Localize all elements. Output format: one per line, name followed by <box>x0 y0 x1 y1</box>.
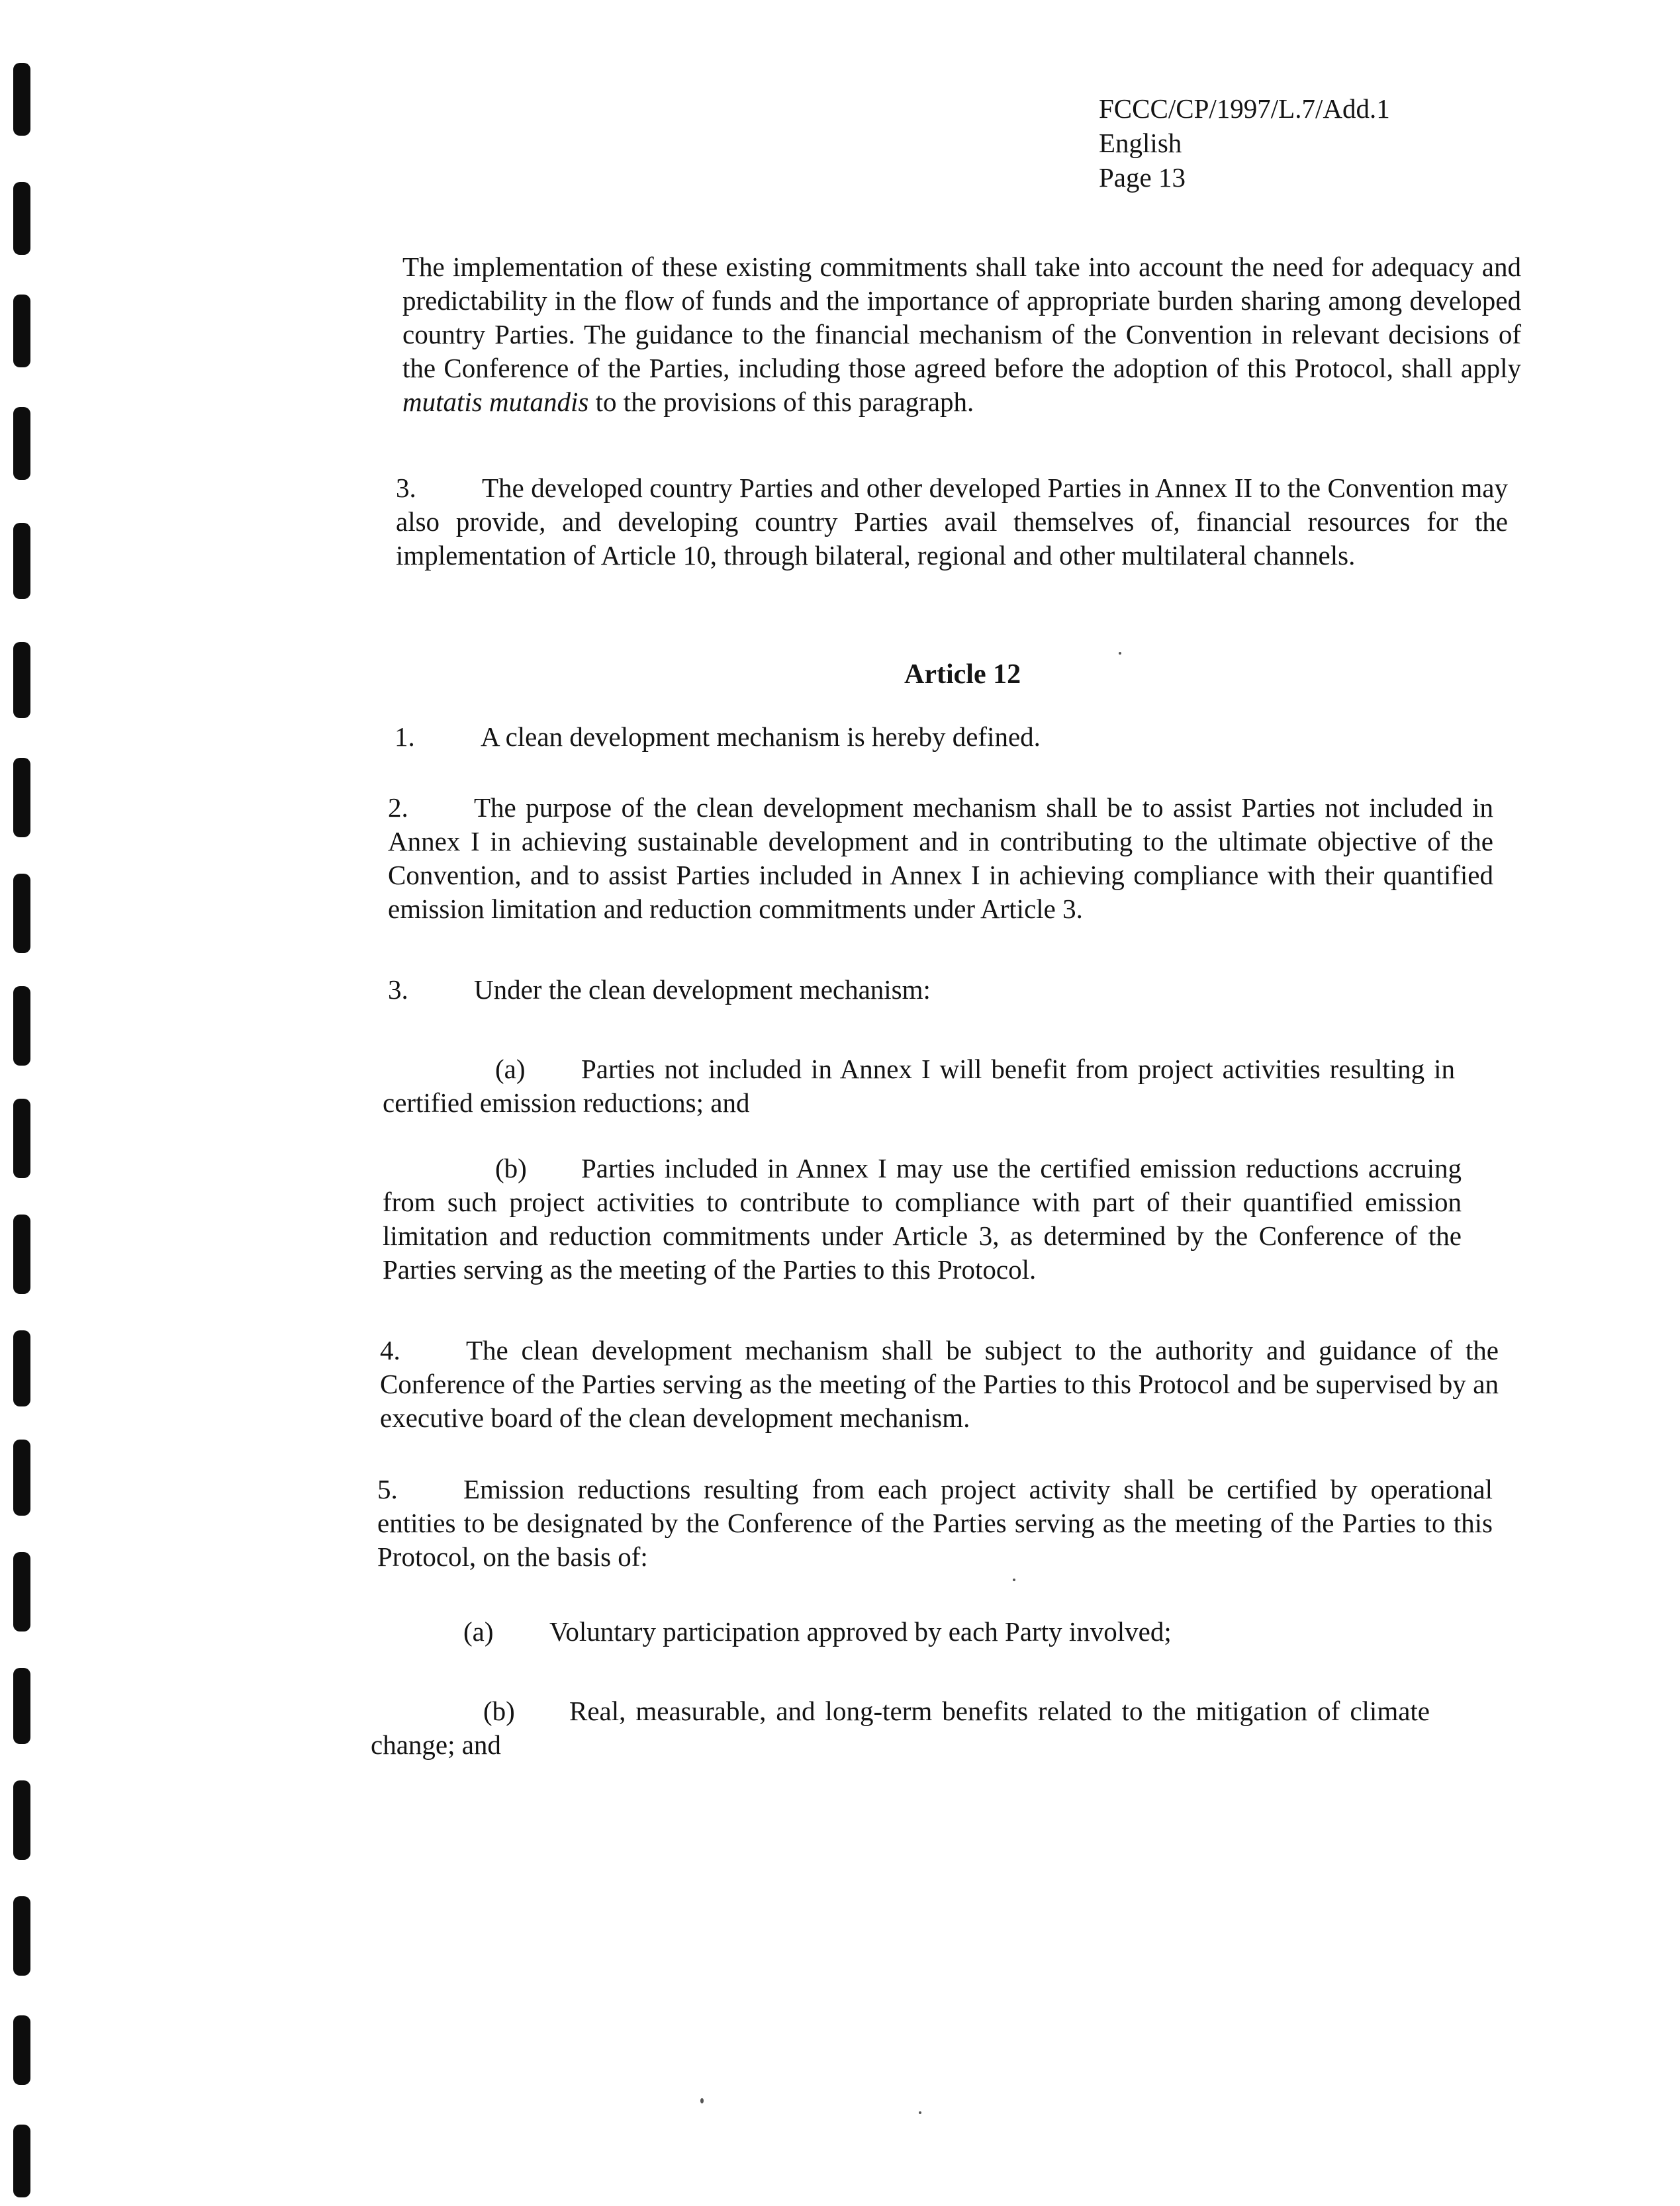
binding-hole-mark <box>13 1330 30 1406</box>
document-language: English <box>1099 128 1182 158</box>
subparagraph-number: (a) <box>463 1616 494 1647</box>
document-symbol: FCCC/CP/1997/L.7/Add.1 <box>1099 93 1390 124</box>
binding-hole-mark <box>13 874 30 953</box>
paragraph-text: Under the clean development mechanism: <box>474 974 931 1005</box>
article-12-paragraph-5a <box>351 1615 1479 1649</box>
binding-hole-mark <box>13 986 30 1066</box>
subparagraph-number: (a) <box>495 1054 526 1084</box>
paragraph-number: 1. <box>395 721 415 752</box>
article-12-paragraph-1 <box>395 720 1523 754</box>
paragraph-number: 3. <box>396 473 416 503</box>
binding-hole-mark <box>13 1780 30 1860</box>
subparagraph-number: (b) <box>483 1696 515 1726</box>
paragraph-text: Voluntary participation approved by each Party involved; <box>549 1616 1172 1647</box>
binding-hole-mark <box>13 2125 30 2197</box>
document-header <box>1099 91 1390 195</box>
binding-hole-mark <box>13 2015 30 2085</box>
paragraph-intro <box>402 250 1521 419</box>
paragraph-number: 5. <box>377 1474 398 1504</box>
binding-hole-mark <box>13 1896 30 1976</box>
article-12-paragraph-3 <box>388 973 1517 1007</box>
paragraph-text: The developed country Parties and other developed Parties in Annex II to the Convention may also provide, and developing country Parties avail themselves of, financial resources for the implementation of Article 10, through bilateral, regional and other multilateral channels. <box>396 473 1508 571</box>
paragraph-text: The clean development mechanism shall be subject to the authority and guidance of the Conference of the Parties serving as the meeting of the Parties to this Protocol and be supervised by an executive board of the clean development mechanism. <box>380 1335 1499 1433</box>
binding-hole-mark <box>13 1440 30 1516</box>
binding-hole-mark <box>13 182 30 255</box>
page-number: Page 13 <box>1099 162 1186 193</box>
article-12-paragraph-5b <box>371 1694 1430 1762</box>
binding-hole-mark <box>13 1215 30 1294</box>
paragraph-text: The purpose of the clean development mechanism shall be to assist Parties not included in Annex I in achieving sustainable development and in contributing to the ultimate objective of the Convention, and to assist Parties included in Annex I in achieving compliance with their quantified emission limitation and reduction commitments under Article 3. <box>388 792 1493 924</box>
subparagraph-number: (b) <box>495 1153 527 1183</box>
scan-speck <box>700 2098 704 2103</box>
scan-speck <box>1013 1579 1015 1581</box>
paragraph-italic-text: mutatis mutandis <box>402 387 589 417</box>
binding-hole-mark <box>13 758 30 837</box>
paragraph-number: 3. <box>388 974 408 1005</box>
binding-hole-mark <box>13 523 30 599</box>
binding-hole-mark <box>13 295 30 367</box>
binding-hole-mark <box>13 1099 30 1178</box>
binding-hole-mark <box>13 1668 30 1744</box>
paragraph-text: Parties included in Annex I may use the certified emission reductions accruing from such project activities to contribute to compliance with part of their quantified emission limitation and reduction commitments under Article 3, as determined by the Conference of the Parties serving as the meeting of the Parties to this Protocol. <box>383 1153 1462 1285</box>
paragraph-3 <box>396 471 1508 573</box>
paragraph-text: Parties not included in Annex I will benefit from project activities resulting in certified emission reductions; and <box>383 1054 1455 1118</box>
article-12-paragraph-5 <box>377 1473 1493 1574</box>
binding-hole-mark <box>13 642 30 718</box>
paragraph-number: 4. <box>380 1335 400 1365</box>
paragraph-text: The implementation of these existing commitments shall take into account the need for adequacy and predictability in the flow of funds and the importance of appropriate burden sharing among developed country Parties. The guidance to the financial mechanism of the Convention in relevant decisions of the Conference of the Parties, including those agreed before the adoption of this Protocol, shall apply <box>402 252 1521 383</box>
binding-hole-mark <box>13 407 30 480</box>
paragraph-text: A clean development mechanism is hereby defined. <box>481 721 1041 752</box>
paragraph-text: to the provisions of this paragraph. <box>588 387 974 417</box>
binding-hole-mark <box>13 63 30 136</box>
paragraph-text: Real, measurable, and long-term benefits related to the mitigation of climate change; and <box>371 1696 1430 1760</box>
article-12-paragraph-3a <box>383 1052 1455 1120</box>
article-12-paragraph-2 <box>388 791 1493 926</box>
article-12-paragraph-3b <box>383 1152 1462 1287</box>
binding-hole-mark <box>13 1552 30 1632</box>
paragraph-text: Emission reductions resulting from each project activity shall be certified by operational entities to be designated by the Conference of the Parties serving as the meeting of the Parties to this Protocol, on the basis of: <box>377 1474 1493 1572</box>
article-title: Article 12 <box>904 659 1021 690</box>
scan-speck <box>919 2111 921 2114</box>
paragraph-number: 2. <box>388 792 408 823</box>
article-12-paragraph-4 <box>380 1334 1499 1435</box>
scan-speck <box>1119 652 1121 655</box>
